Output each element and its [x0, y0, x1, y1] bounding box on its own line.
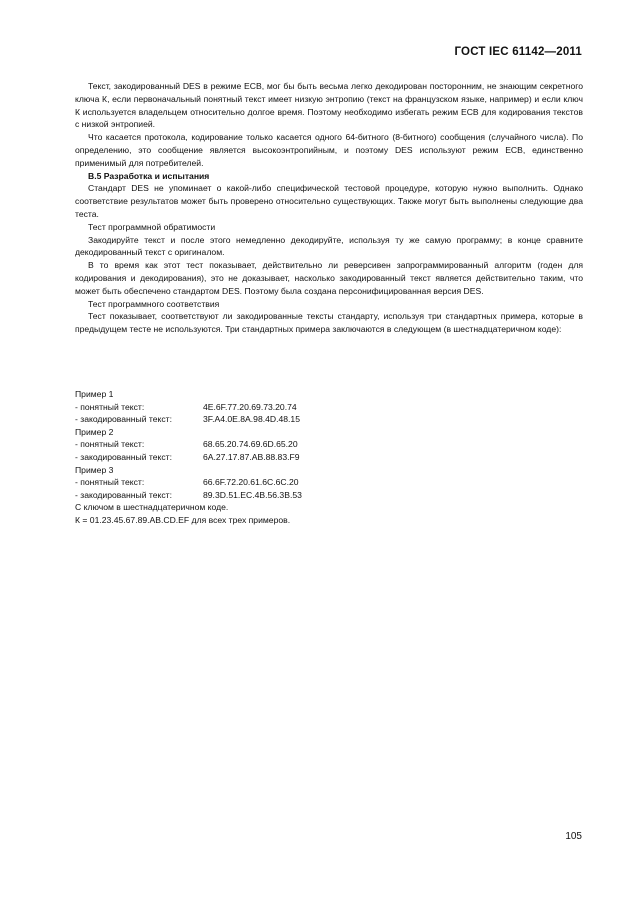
key-value: К = 01.23.45.67.89.AB.CD.EF для всех трех примеров. [75, 514, 291, 525]
paragraph-ecb-warning: Текст, закодированный DES в режиме ЕСВ, мог бы быть весьма легко декодирован посторонним, не знающим секретного ключа К, если первоначальный понятный текст имеет низкую энтропию (текст на французском языке, например) и если ключ К используется владельцем относительно долгое время. Поэтому необходимо избегать режим ЕСВ для кодирования текстов с низкой энтропией. [75, 81, 583, 130]
example-row [75, 451, 302, 464]
subheading-reversibility: Тест программной обратимости [88, 221, 216, 232]
paragraph-reversibility-note: В то время как этот тест показывает, действительно ли реверсивен запрограммированный алгоритм (годен для кодирования и декодирования), это не доказывает, насколько закодированный текст является действительно таким, что может быть обеспечено стандартом DES. Поэтому была создана персонифицированная версия DES. [75, 260, 583, 296]
encoded-value: 3F.A4.0E.8A.98.4D.48.15 [203, 414, 300, 425]
encoded-label: - закодированный текст: [75, 414, 172, 425]
paragraph-tests-intro: Стандарт DES не упоминает о какой-либо специфической тестовой процедуре, которую нужно выполнить. Однако соответствие результатов может быть проверено относительно существующих. Также могут быть выполнены следующие два теста. [75, 183, 583, 219]
plain-label: - понятный текст: [75, 439, 145, 450]
example-title: Пример 3 [75, 464, 114, 475]
plain-value: 66.6F.72.20.61.6C.6C.20 [203, 477, 299, 488]
paragraph-conformance: Тест показывает, соответствуют ли закодированные тексты стандарту, используя три стандартных примера, которые в предыдущем тесте не используются. Три стандартных примера заключаются в следующем (в шестнадцатеричном коде): [75, 311, 583, 335]
encoded-value: 6A.27.17.87.AB.88.83.F9 [203, 451, 300, 462]
encoded-value: 89.3D.51.EC.4B.56.3B.53 [203, 489, 302, 500]
key-note: С ключом в шестнадцатеричном коде. [75, 502, 229, 513]
plain-label: - понятный текст: [75, 477, 145, 488]
subheading-conformance: Тест программного соответствия [88, 298, 220, 309]
plain-value: 68.65.20.74.69.6D.65.20 [203, 439, 298, 450]
example-row [75, 413, 302, 426]
example-title: Пример 2 [75, 426, 114, 437]
page-number: 105 [565, 831, 582, 842]
body-text [75, 80, 583, 336]
paragraph-reversibility: Закодируйте текст и после этого немедленно декодируйте, используя ту же самую программу; в конце сравните декодированный текст с оригиналом. [75, 234, 583, 258]
standard-header: ГОСТ IEC 61142—2011 [454, 46, 582, 58]
example-row [75, 438, 302, 451]
encoded-label: - закодированный текст: [75, 489, 172, 500]
plain-value: 4E.6F.77.20.69.73.20.74 [203, 401, 297, 412]
example-row [75, 489, 302, 502]
encoded-label: - закодированный текст: [75, 451, 172, 462]
example-row [75, 401, 302, 414]
example-row [75, 476, 302, 489]
examples-block [75, 388, 302, 527]
paragraph-protocol: Что касается протокола, кодирование только касается одного 64-битного (8-битного) сообщения (случайного числа). По определению, это сообщение является высокоэнтропийным, и поэтому DES используют режим ЕСВ, единственно применимый для потребителей. [75, 132, 583, 168]
section-title: В.5 Разработка и испытания [88, 170, 210, 181]
plain-label: - понятный текст: [75, 401, 145, 412]
example-title: Пример 1 [75, 389, 114, 399]
